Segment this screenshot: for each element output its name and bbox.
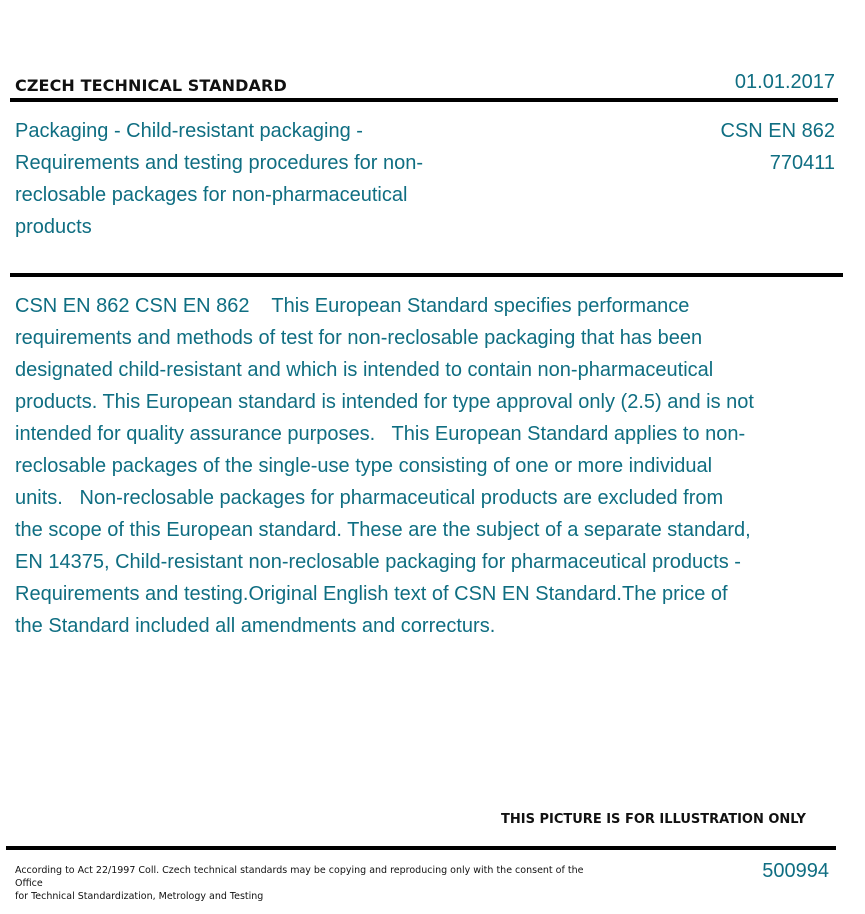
standard-type-label: CZECH TECHNICAL STANDARD: [15, 76, 287, 95]
standard-title: Packaging - Child-resistant packaging - Requirements and testing procedures for non-reclosable packages for non-pharmaceutical products: [15, 120, 424, 238]
footer-divider: [6, 846, 836, 850]
legal-notice: [15, 864, 595, 903]
publication-date: 01.01.2017: [734, 71, 835, 93]
title-divider: [10, 273, 843, 277]
legal-notice-line: for Technical Standardization, Metrology and Testing: [15, 891, 264, 902]
header-divider: [10, 98, 838, 102]
standard-abstract: CSN EN 862 CSN EN 862 This European Standard specifies performance requirements and methods of test for non-reclosable packaging that has been designated child-resistant and which is intended to contain non-pharmaceutical products. This European standard is intended for type approval only (2.5) and is not intended for quality assurance purposes. This European Standard applies to non-reclosable packages of the single-use type consisting of one or more individual units. Non-reclosable packages for pharmaceutical products are excluded from the scope of this European standard. These are the subject of a separate standard, EN 14375, Child-resistant non-reclosable packaging for pharmaceutical products - Requirements and testing.Original English text of CSN EN Standard.The price of the Standard included all amendments and correcturs.: [15, 295, 760, 637]
legal-notice-line: According to Act 22/1997 Coll. Czech technical standards may be copying and reproducing only with the consent of the Office: [15, 865, 584, 889]
classification-number: 770411: [769, 152, 835, 174]
standard-code: CSN EN 862: [720, 120, 835, 142]
document-number: 500994: [762, 860, 829, 882]
standard-codes: [721, 115, 836, 179]
illustration-disclaimer: THIS PICTURE IS FOR ILLUSTRATION ONLY: [501, 812, 806, 827]
